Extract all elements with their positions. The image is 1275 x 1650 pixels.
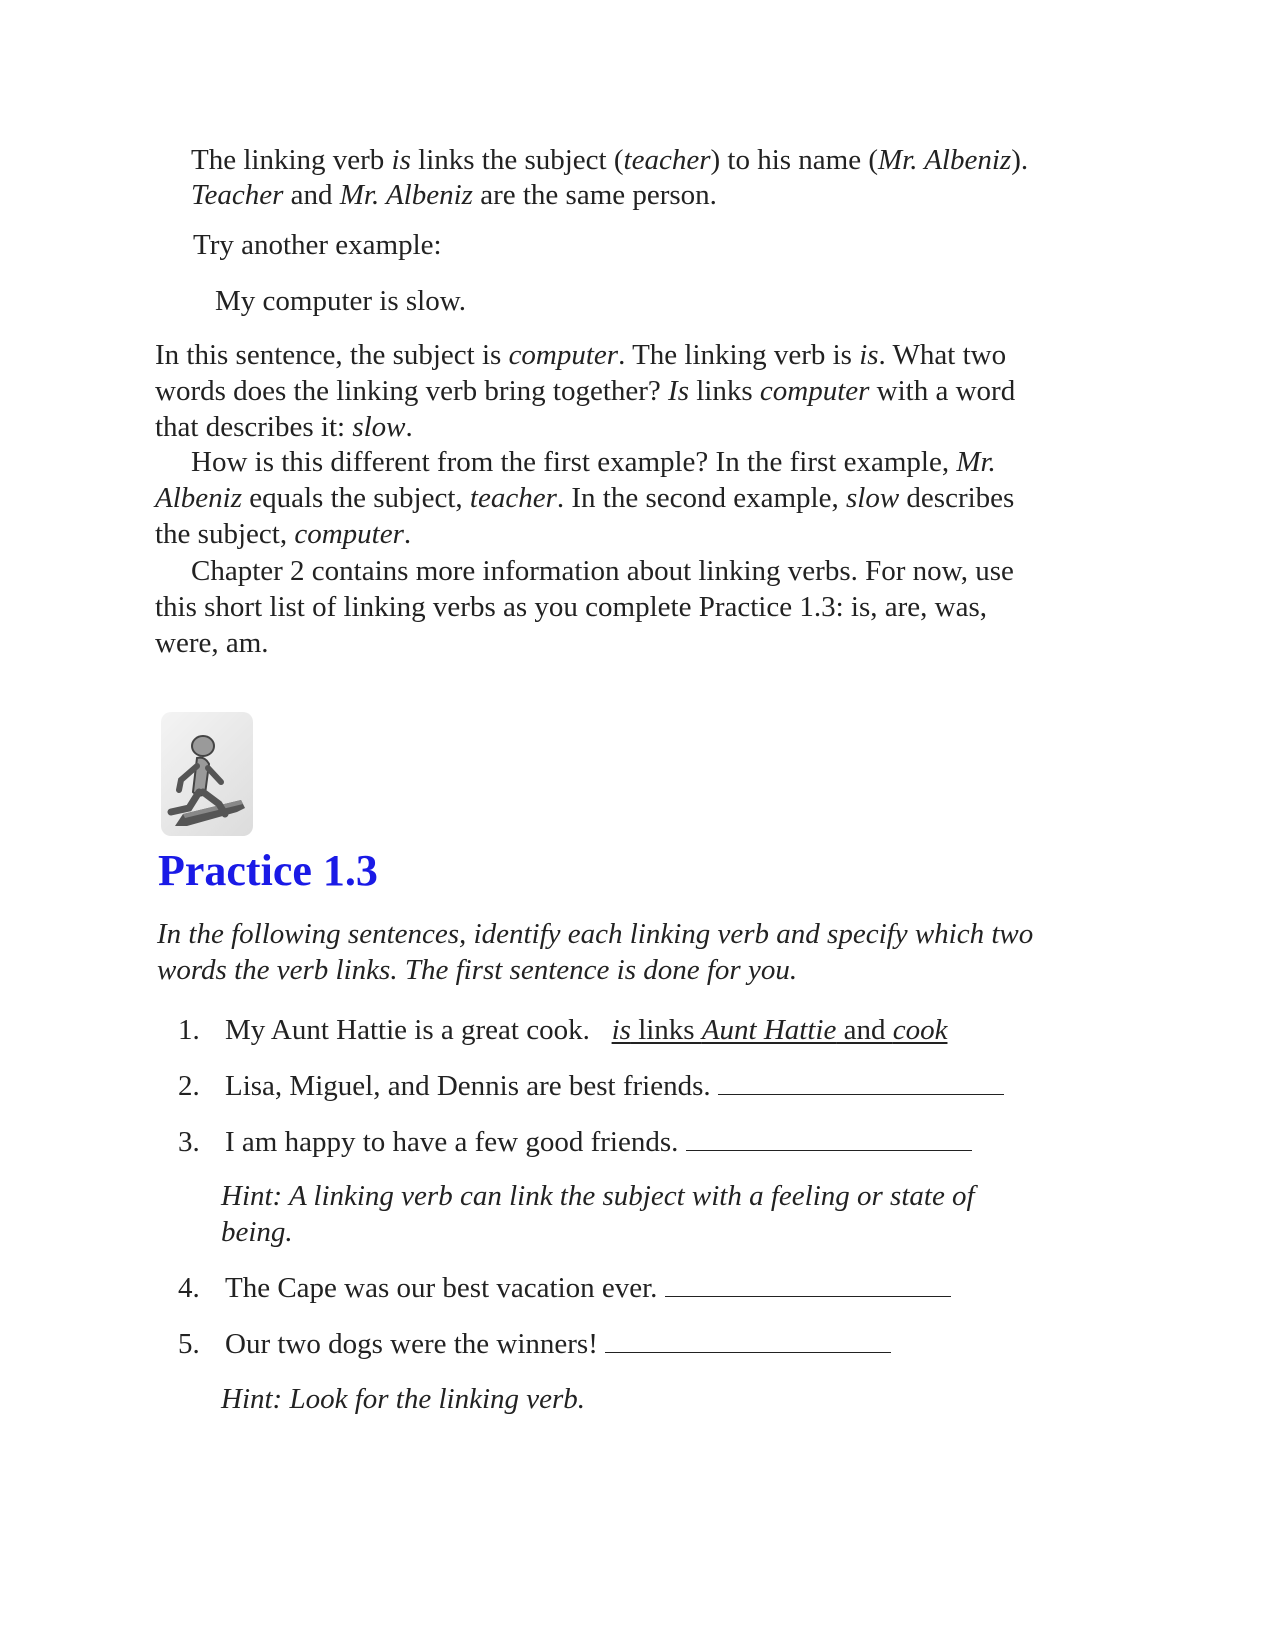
list-item: 3. I am happy to have a few good friends. <box>178 1124 1158 1160</box>
intro-line-1: The linking verb is links the subject (teacher) to his name (Mr. Albeniz). <box>191 144 1029 176</box>
list-item: 5. Our two dogs were the winners! <box>178 1326 1158 1362</box>
try-another-text: Try another example: <box>193 229 442 261</box>
intro-line-2: Teacher and Mr. Albeniz are the same person. <box>191 179 717 211</box>
answer-blank[interactable] <box>718 1068 1004 1095</box>
paragraph-1: In this sentence, the subject is computer. The linking verb is is. What two words does the linking verb bring together? Is links computer with a word that describes it: slow. <box>155 339 1016 443</box>
hint-1: Hint: A linking verb can link the subject with a feeling or state of being. <box>221 1180 975 1248</box>
example-answer: is links Aunt Hattie and cook <box>611 1014 948 1046</box>
paragraph-3: Chapter 2 contains more information about linking verbs. For now, use this short list of linking verbs as you complete Practice 1.3: is, are, was, were, am. <box>155 555 1014 659</box>
paragraph-2: How is this different from the first example? In the first example, Mr. Albeniz equals the subject, teacher. In the second example, slow describes the subject, computer. <box>155 446 1015 550</box>
hint-2: Hint: Look for the linking verb. <box>221 1383 586 1415</box>
answer-blank[interactable] <box>665 1270 951 1297</box>
practice-instructions: In the following sentences, identify each linking verb and specify which two words the verb links. The first sentence is done for you. <box>157 918 1034 986</box>
list-item: 1. My Aunt Hattie is a great cook. is links Aunt Hattie and cook <box>178 1014 948 1046</box>
practice-title: Practice 1.3 <box>158 846 378 895</box>
list-item: 2. Lisa, Miguel, and Dennis are best friends. <box>178 1068 1158 1104</box>
running-figure-icon <box>161 712 253 836</box>
list-item: 4. The Cape was our best vacation ever. <box>178 1270 1158 1306</box>
answer-blank[interactable] <box>686 1124 972 1151</box>
answer-blank[interactable] <box>605 1326 891 1353</box>
example-sentence: My computer is slow. <box>215 285 467 317</box>
